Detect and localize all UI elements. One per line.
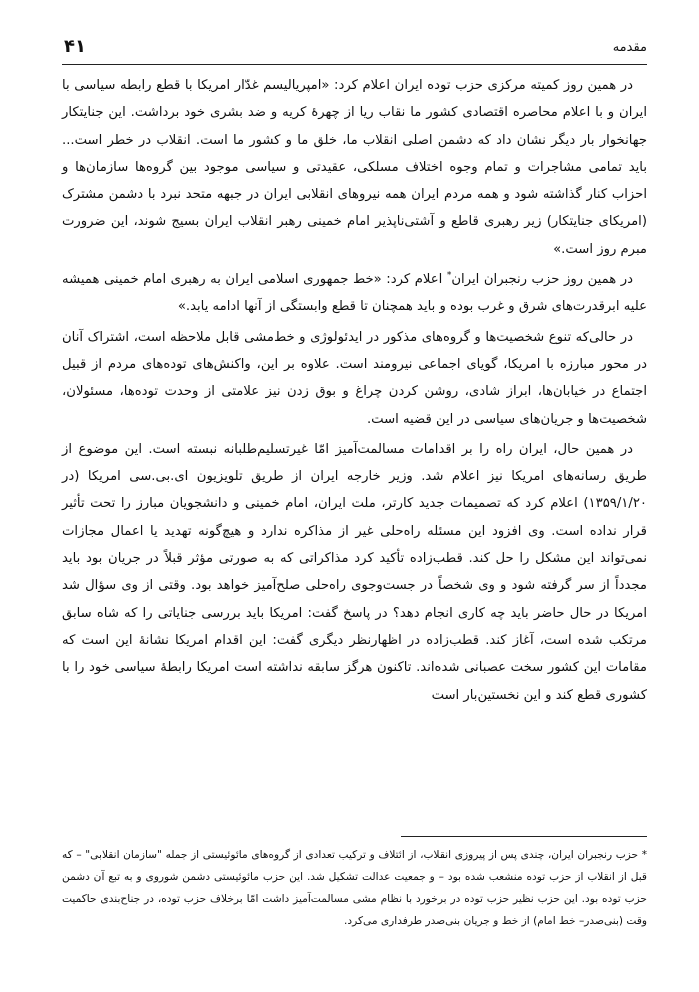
paragraph: در همین روز کمیته مرکزی حزب توده ایران اعلام کرد: «امپریالیسم غدّار امریکا با قطع رابطه سیاسی با ایران و با اعلام محاصره اقتصادی کشور ما نقاب ریا از چهرهٔ کریه و ضد بشری خود برداشت. این جنایتکار جهانخوار بار دیگر نشان داد که دشمن اصلی انقلاب ما، خلق ما و کشور ما است. انقلاب در خطر است... باید تمامی مشاجرات و تمام وجوه اختلاف مسلکی، عقیدتی و سیاسی موجود بین گروه‌ها سازمان‌ها و احزاب کنار گذاشته شود و همه مردم ایران همه نیروهای انقلابی ایران در جبهه متحد نبرد با دشمن مشترک (امریکای جنایتکار) زیر رهبری قاطع و آشتی‌ناپذیر امام خمینی رهبر انقلاب ایران بسیج شوند، این ضرورت مبرم روز است.» — [62, 78, 647, 257]
running-title: مقدمه — [612, 40, 647, 55]
page-number: ۴۱ — [64, 36, 86, 57]
footnote-divider — [401, 836, 647, 837]
paragraph — [62, 266, 647, 321]
paragraph-text: اعلام کرد: «خط جمهوری اسلامی ایران به رهبری امام خمینی همیشه علیه ابرقدرت‌های شرق و غرب بوده و باید همچنان تا قطع وابستگی از آنها ادامه یابد.» — [62, 272, 647, 315]
paragraph-text: در همین روز حزب رنجبران ایران — [451, 272, 633, 288]
footnote-marker: * — [446, 270, 452, 281]
footnote: * حزب رنجبران ایران، چندی پس از پیروزی انقلاب، از ائتلاف و ترکیب تعدادی از گروه‌های مائوئیستی از جمله "سازمان انقلابی" – که قبل از انقلاب از حزب توده منشعب شده بود – و جمعیت عدالت تشکیل شد. این حزب مائوئیستی دشمن شوروی و به تبع آن دشمن حزب توده بود. این حزب نظیر حزب توده در برخورد با نظام مشی مسالمت‌آمیز داشت امّا برخلاف حزب توده، در جناح‌بندی حاکمیت وقت (بنی‌صدر– خط امام) از خط و جریان بنی‌صدر طرفداری می‌کرد. — [62, 849, 647, 927]
body-text — [62, 72, 647, 712]
paragraph: در حالی‌که تنوع شخصیت‌ها و گروه‌های مذکور در ایدئولوژی و خط‌مشی قابل ملاحظه است، اشتراک آنان در محور مبارزه با امریکا، گویای اجماعی نیرومند است. علاوه بر این، واکنش‌های توده‌های مردم از قبیل اجتماع در خیابان‌ها، ابراز شادی، روشن کردن چراغ و بوق زدن نیز علامتی از وحدت توده‌ها، مسئولان، شخصیت‌ها و جریان‌های سیاسی در این قضیه است. — [62, 329, 647, 427]
running-header — [62, 36, 647, 65]
paragraph: در همین حال، ایران راه را بر اقدامات مسالمت‌آمیز امّا غیرتسلیم‌طلبانه نبسته است. این موضوع از طریق رسانه‌های امریکا نیز اعلام شد. وزیر خارجه ایران از طریق تلویزیون ای.بی.سی امریکا (در ۱۳۵۹/۱/۲۰) اعلام کرد که تصمیمات جدید کارتر، ملت ایران، امام خمینی و دانشجویان مبارز را تحت تأثیر قرار نداده است. وی افزود این مسئله راه‌حلی غیر از مذاکره ندارد و هیچ‌گونه تهدید یا اعمال مجازات نمی‌تواند این مشکل را حل کند. قطب‌زاده تأکید کرد مذاکراتی که به صورتی مؤثر قبلاً در جریان بود باید مجدداً از سر گرفته شود و وی شخصاً در جست‌وجوی راه‌حلی صلح‌آمیز خواهد بود. وقتی از وی سؤال شد امریکا در حال حاضر باید چه کاری انجام دهد؟ در پاسخ گفت: امریکا باید بررسی جنایاتی را که شاه سابق مرتکب شده است، آغاز کند. قطب‌زاده در اظهارنظر دیگری گفت: این اقدام امریکا نشانهٔ این است که مقامات این کشور سخت عصبانی شده‌اند. تاکنون هرگز سابقه نداشته است امریکا رابطهٔ سیاسی خود را با کشوری قطع کند و این نخستین‌بار است — [62, 441, 647, 703]
